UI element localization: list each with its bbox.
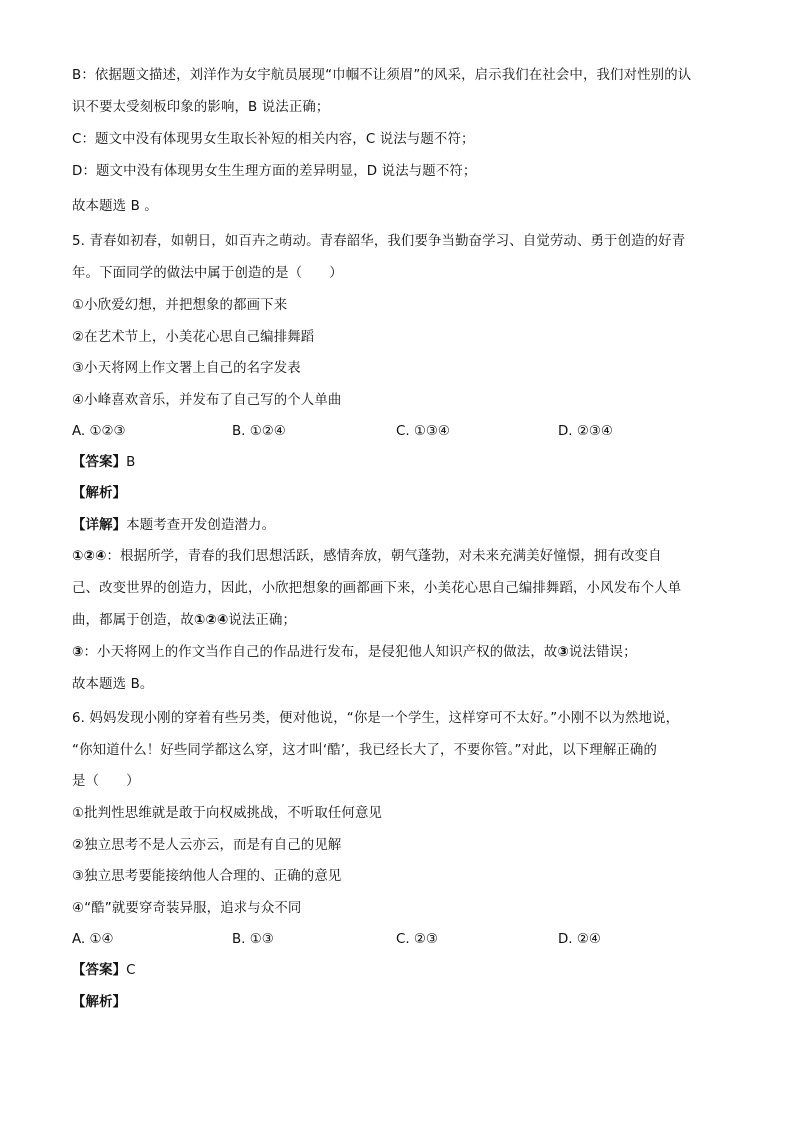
explanation-text: ：根据所学，青春的我们思想活跃，感情奔放，朝气蓬勃，对未来充满美好憧憬，拥有改变自 bbox=[106, 549, 662, 564]
q6-item-1: ①批判性思维就是敢于向权威挑战，不听取任何意见 bbox=[72, 806, 383, 821]
detail-tag: 【详解】 bbox=[72, 518, 127, 533]
q5-detail bbox=[72, 516, 727, 536]
prev-explanation-d: D：题文中没有体现男女生生理方面的差异明显，D 说法与题不符； bbox=[72, 164, 477, 179]
q6-option-c: C. ②③ bbox=[396, 932, 438, 947]
q5-option-a: A. ①②③ bbox=[72, 424, 126, 439]
q5-item-2: ②在艺术节上，小美花心思自己编排舞蹈 bbox=[72, 330, 315, 345]
explanation-marker: ③ bbox=[72, 645, 84, 660]
q5-option-b: B. ①②④ bbox=[232, 424, 286, 439]
q6-option-a: A. ①④ bbox=[72, 932, 114, 947]
prev-explanation-c: C：题文中没有体现男女生取长补短的相关内容，C 说法与题不符； bbox=[72, 132, 475, 147]
explanation-text: 说法错误； bbox=[568, 645, 637, 660]
analysis-tag: 【解析】 bbox=[72, 995, 127, 1010]
prev-conclusion: 故本题选 B 。 bbox=[72, 199, 158, 214]
q6-stem-line1: 6. 妈妈发现小刚的穿着有些另类，便对他说，“你是一个学生，这样穿可不太好。”小刚不以为然地说， bbox=[72, 711, 680, 726]
q6-answer bbox=[72, 961, 727, 981]
explanation-text: 曲，都属于创造，故 bbox=[72, 613, 194, 628]
q5-answer bbox=[72, 453, 727, 473]
explanation-marker: ①②④ bbox=[72, 549, 107, 564]
q6-stem-line2: “你知道什么！好些同学都这么穿，这才叫‘酷’，我已经长大了，不要你管。”对此，以下理解正确的 bbox=[72, 743, 657, 758]
q6-analysis-tag bbox=[72, 993, 727, 1013]
answer-tag: 【答案】 bbox=[72, 455, 127, 470]
q5-explanation-line1 bbox=[72, 547, 727, 567]
q5-explanation-line2: 己、改变世界的创造力，因此，小欣把想象的画都画下来，小美花心思自己编排舞蹈，小风发布个人单 bbox=[72, 581, 682, 596]
q5-item-3: ③小天将网上作文署上自己的名字发表 bbox=[72, 361, 301, 376]
q5-explanation-line3 bbox=[72, 611, 727, 631]
explanation-text: 说法正确； bbox=[228, 613, 297, 628]
explanation-text: ：小天将网上的作文当作自己的作品进行发布，是侵犯他人知识产权的做法，故 bbox=[83, 645, 558, 660]
answer-value: C bbox=[126, 963, 136, 978]
q5-option-d: D. ②③④ bbox=[558, 424, 613, 439]
q5-stem-line2: 年。下面同学的做法中属于创造的是（ ） bbox=[72, 266, 343, 281]
q6-stem-line3: 是（ ） bbox=[72, 774, 140, 789]
q6-option-b: B. ①③ bbox=[232, 932, 274, 947]
prev-explanation-b-line2: 识不要太受刻板印象的影响，B 说法正确； bbox=[72, 100, 330, 115]
analysis-tag: 【解析】 bbox=[72, 486, 127, 501]
detail-text: 本题考查开发创造潜力。 bbox=[126, 518, 276, 533]
q5-conclusion: 故本题选 B。 bbox=[72, 677, 154, 692]
q6-item-2: ②独立思考不是人云亦云，而是有自己的见解 bbox=[72, 838, 342, 853]
q6-item-4: ④“酷”就要穿奇装异服，追求与众不同 bbox=[72, 901, 302, 916]
q5-explanation-line4 bbox=[72, 643, 727, 663]
q5-stem-line1: 5. 青春如初春，如朝日，如百卉之萌动。青春韶华，我们要争当勤奋学习、自觉劳动、勇于创造的好青 bbox=[72, 234, 686, 249]
q5-analysis-tag bbox=[72, 484, 727, 504]
q6-item-3: ③独立思考要能接纳他人合理的、正确的意见 bbox=[72, 869, 342, 884]
explanation-marker: ①②④ bbox=[193, 613, 229, 628]
answer-value: B bbox=[126, 455, 136, 470]
answer-tag: 【答案】 bbox=[72, 963, 127, 978]
explanation-marker: ③ bbox=[557, 645, 569, 660]
prev-explanation-b-line1: B：依据题文描述，刘洋作为女宇航员展现“巾帼不让须眉”的风采，启示我们在社会中，我们对性别的认 bbox=[72, 68, 692, 83]
q5-item-1: ①小欣爱幻想，并把想象的都画下来 bbox=[72, 298, 288, 313]
q6-option-d: D. ②④ bbox=[558, 932, 601, 947]
q5-option-c: C. ①③④ bbox=[396, 424, 450, 439]
q5-item-4: ④小峰喜欢音乐，并发布了自己写的个人单曲 bbox=[72, 393, 342, 408]
